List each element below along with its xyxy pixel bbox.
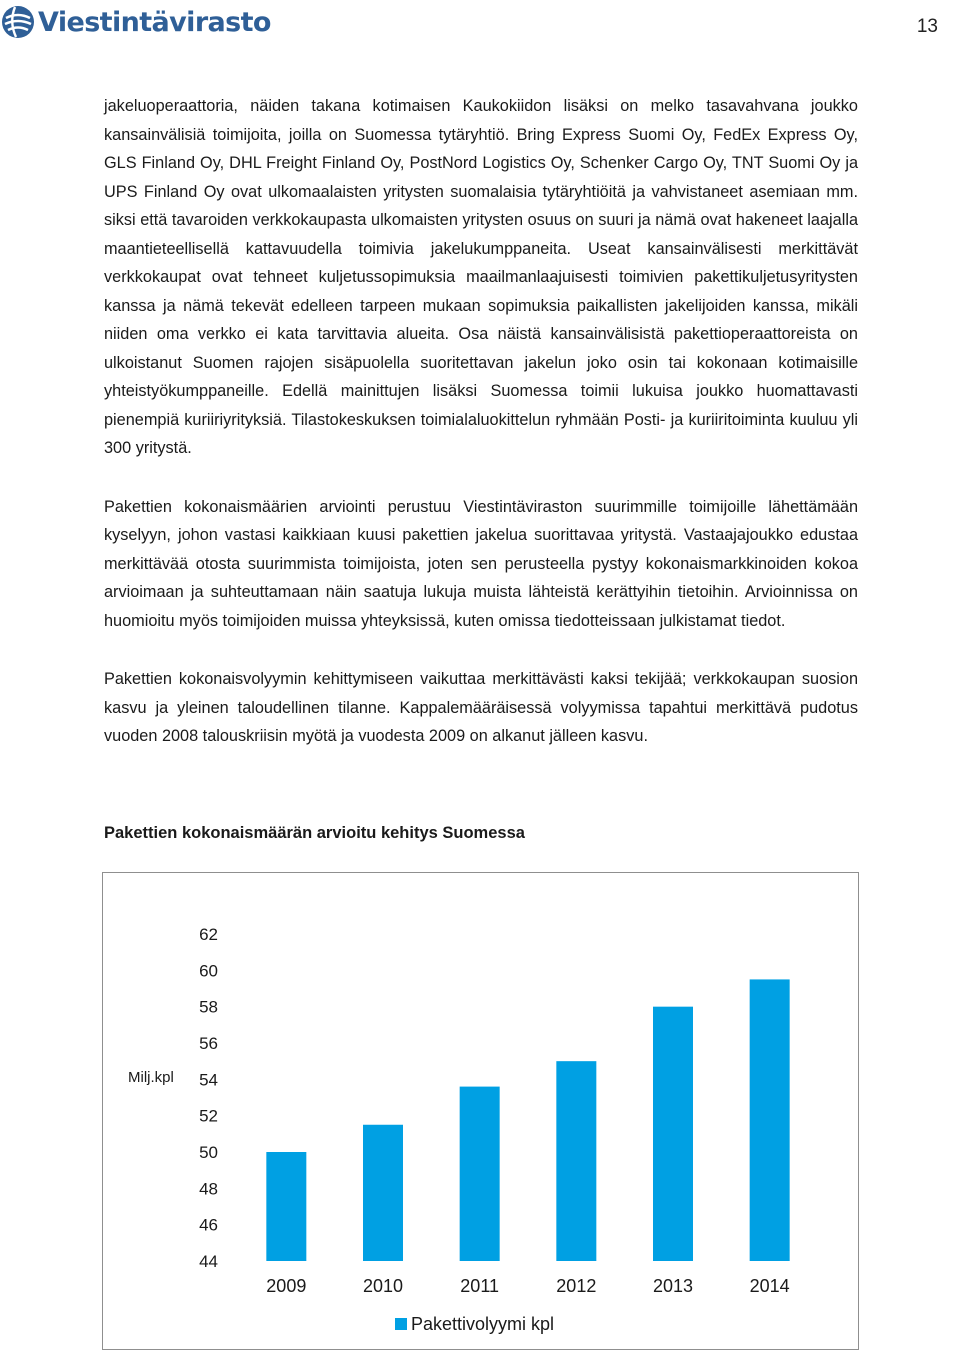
legend-label: Pakettivolyymi kpl (411, 1314, 555, 1334)
figure-heading: Pakettien kokonaismäärän arvioitu kehitys Suomessa (104, 824, 525, 842)
y-tick-label: 62 (199, 925, 218, 944)
x-tick-label: 2013 (652, 1276, 694, 1296)
y-tick-label: 60 (199, 961, 218, 981)
legend-swatch (395, 1318, 407, 1330)
y-tick-label: 48 (199, 1179, 218, 1199)
chart-canvas (103, 873, 858, 1349)
paragraph-2: Pakettien kokonaismäärien arviointi perustuu Viestintäviraston suurimmille toimijoille lähettämään kyselyyn, johon vastasi kaikkiaan kuusi pakettien jakelua suorittavaa yritystä. Vastaajajoukko edustaa merkittävää otosta suurimmista toimijoista, joten sen perusteella pystyy kokonaismarkkinoiden kokoa arvioimaan ja suhteuttamaan näin saatuja lukuja muista lähteistä kerättyihin tietoihin. Arvioinnissa on huomioitu myös toimijoiden muissa yhteyksissä, kuten omissa tiedotteissaan julkistamat tiedot. (104, 497, 858, 630)
bar-2010 (363, 1125, 403, 1261)
logo-text: Viestintävirasto (38, 6, 271, 38)
page-number: 13 (916, 16, 938, 37)
bar-2013 (653, 1007, 693, 1261)
bar-chart (102, 872, 859, 1350)
x-tick-label: 2011 (460, 1276, 500, 1296)
y-tick-label: 44 (199, 1252, 218, 1271)
y-tick-label: 56 (199, 1034, 218, 1053)
viestintavirasto-logo (0, 2, 271, 42)
bar-2011 (460, 1087, 500, 1261)
paragraph-1: jakeluoperaattoria, näiden takana kotimaisen Kaukokiidon lisäksi on melko tasavahvana joukko kansainvälisiä toimijoita, joilla on Suomessa tytäryhtiö. Bring Express Suomi Oy, FedEx Express Oy, GLS Finland Oy, DHL Freight Finland Oy, PostNord Logistics Oy, Schenker Cargo Oy, TNT Suomi Oy ja UPS Finland Oy ovat ulkomaalaisten yritysten suomalaisia tytäryhtiöitä ja vahvistaneet asemiaan mm. siksi että tavaroiden verkkokaupasta ulkomaisten yritysten osuus on suuri ja nämä ovat hakeneet laajalla maantieteellisellä kattavuudella toimivia jakelukumppaneita. Useat kansainvälisesti merkittävät verkkokaupat ovat tehneet kuljetussopimuksia maailmanlaajuisesti toimivien pakettikuljetusyritysten kanssa ja nämä tekevät edelleen tarpeen mukaan sopimuksia paikallisten jakelijoiden kanssa, mikäli niiden oma verkko ei kata tarvittavia alueita. Osa näistä kansainvälisistä pakettioperaattoreista on ulkoistanut Suomen rajojen sisäpuolella suoritettavan jakelun joko osin tai kokonaan kotimaisille yhteistyökumppaneille. Edellä mainittujen lisäksi Suomessa toimii lukuisa joukko huomattavasti pienempiä kuriiriyrityksiä. Tilastokeskuksen toimialaluokittelun ryhmään Posti- ja kuriiritoiminta kuuluu yli 300 yritystä. (104, 97, 858, 457)
y-tick-label: 50 (199, 1143, 218, 1162)
y-tick-label: 46 (199, 1215, 218, 1235)
bar-2014 (750, 979, 790, 1261)
paragraph-3: Pakettien kokonaisvolyymin kehittymiseen vaikuttaa merkittävästi kaksi tekijää; verkkokaupan suosion kasvu ja yleinen taloudellinen tilanne. Kappalemääräisessä volyymissa tapahtui merkittävä pudotus vuoden 2008 talouskriisin myötä ja vuodesta 2009 on alkanut jälleen kasvu. (104, 670, 858, 745)
body-text (104, 92, 858, 781)
globe-logo-icon (0, 4, 36, 40)
bar-2012 (556, 1061, 596, 1261)
bar-2009 (266, 1152, 306, 1261)
y-axis-label: Milj.kpl (128, 1069, 174, 1086)
y-tick-label: 54 (199, 1070, 218, 1090)
y-tick-label: 52 (199, 1106, 218, 1126)
y-tick-label: 58 (199, 997, 218, 1017)
x-tick-label: 2010 (362, 1276, 404, 1296)
x-tick-label: 2014 (749, 1276, 790, 1296)
x-tick-label: 2009 (266, 1276, 307, 1296)
x-tick-label: 2012 (556, 1276, 597, 1296)
